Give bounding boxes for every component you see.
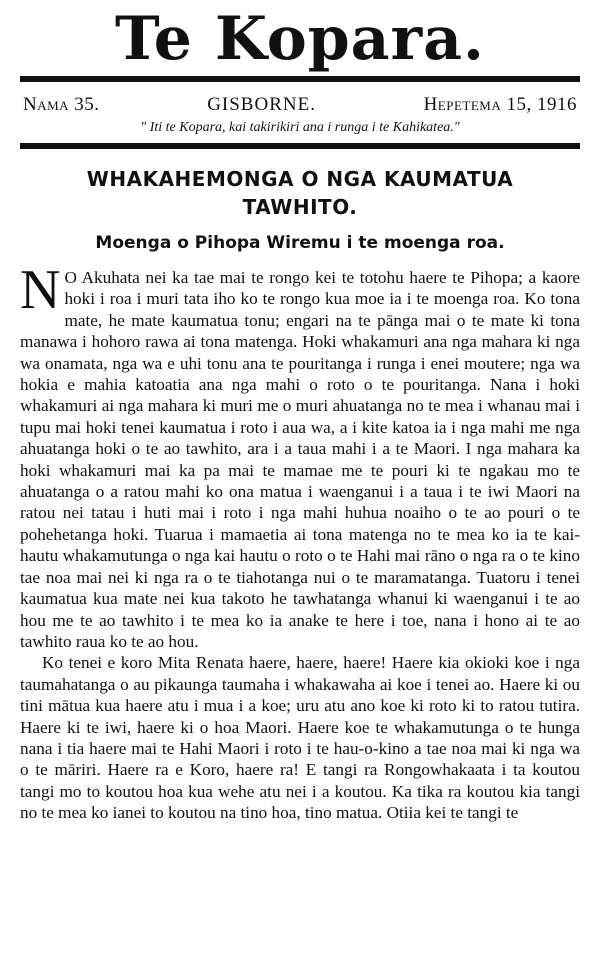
issue-line — [20, 94, 580, 116]
issue-date: Hepetema 15, 1916 — [423, 94, 577, 115]
issue-number: Nama 35. — [23, 94, 100, 115]
masthead-title: Te Kopara. — [115, 4, 485, 74]
masthead-motto: " Iti te Kopara, kai takirikiri ana i runga i te Kahikatea." — [140, 120, 460, 135]
issue-place: GISBORNE. — [207, 94, 316, 115]
drop-cap: N — [20, 259, 61, 321]
article-subtitle: Moenga o Pihopa Wiremu i te moenga roa. — [95, 233, 505, 253]
masthead-rule-top — [20, 76, 580, 82]
article-paragraph-1 — [20, 259, 580, 652]
paragraph-1-text: O Akuhata nei ka tae mai te rongo kei te totohu haere te Pihopa; a kaore hoki i roa i muri tata iho ko te rongo kua moe ia i te moenga roa. Ko tona mate, he mate kaumatua tonu; engari na te pānga mai o te mate ki tona manawa i hohoro rawa ai tona matenga. Hoki whakamuri ana nga mahara ki nga wa onamata, nga wa e uhi tonu ana te pouritanga i runga i enei moutere; nga wa hokia e mahia katoatia ana nga mahi o roto o te pouritanga. Nana i hoki whakamuri ai nga mahara ki muri me o muri ahuatanga no te mea i whanau mai i tupu mai hoki tenei kaumatua i roto i aua wa, a i kite katoa ia i nga mahi me nga ahuatanga hoki o te ao tawhito, ara i a taua mahi i a te Maori. I nga mahara ka hoki whakamuri mai ka pa mai te mamae me te pouri ki te ngakau mo te ahuatanga o a ratou mahi ko ona matua i waenganui i a taua i te iwi Maori na ratou nei tatau i huti mai i roto i nga mahi huhua noaiho o te ao pouri o te pohehetanga hoki. Tuarua i mamaetia ai tona matenga no te mea ko ia te kai-hautu whakamutunga o nga kai hautu o roto o te Hahi mai rāno o nga ra o te kino tae noa mai nei ki nga ra o te tiahotanga nui o te maramatanga. Tuatoru i tenei kaumatua kua mate nei kua takoto he tawhatanga whanui ki waenganui i te ao hou me te ao tawhito i te mea ko ia anake te here i toe, nana i hono ai te ao tawhito raua ko te ao hou. — [20, 268, 580, 651]
article-paragraph-2: Ko tenei e koro Mita Renata haere, haere, haere! Haere kia okioki koe i nga taumahatanga o au pikaunga taumaha i whakawaha ai koe i tenei ao. Haere ki ou tini mātua kua haere atu i mua i a koe; uru atu ano koe ki roto ki to ratou tutira. Haere ki te iwi, haere ki o hoa Maori. Haere koe te whakamutunga o te hunga nana i tia haere mai te Hahi Maori i roto i te hau-o-kino a tae noa mai ki nga wa o te māriri. Haere ra e Koro, haere ra! E tangi ra Rongowhakaata i ta koutou tangi mo to koutou hoa kua wehe atu nei i a koutou. Ka tika ra koutou kia tangi no te mea ko ianei to koutou na tino hoa, tino matua. Otiia kei te tangi te — [20, 653, 580, 823]
newspaper-page — [0, 2, 600, 966]
masthead-rule-bottom — [20, 143, 580, 149]
article-body — [20, 259, 580, 824]
article-title: WHAKAHEMONGA O NGA KAUMATUA TAWHITO. — [86, 167, 514, 219]
